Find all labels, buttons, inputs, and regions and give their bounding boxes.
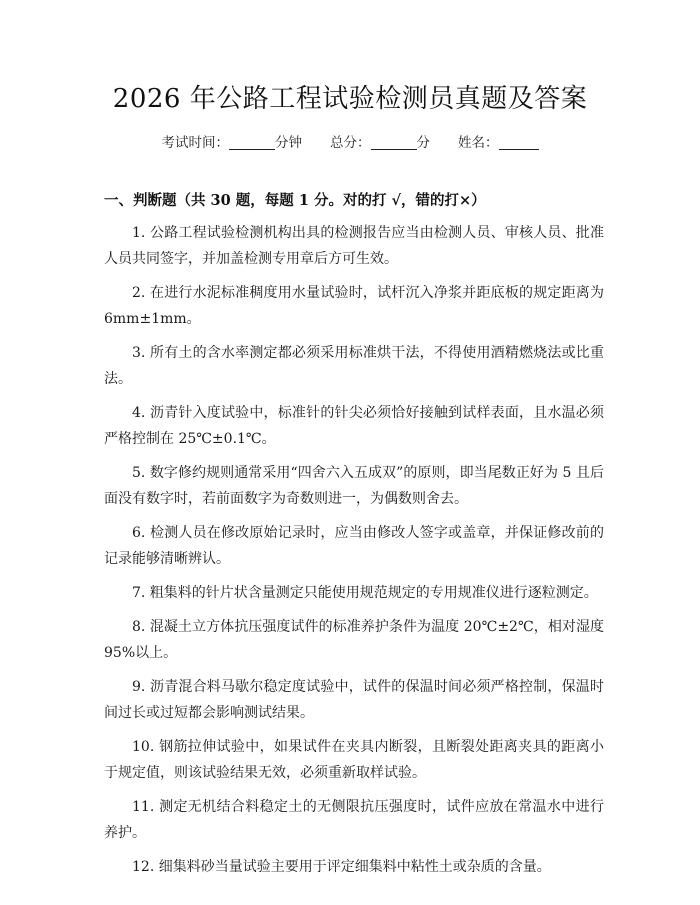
question-item: 7. 粗集料的针片状含量测定只能使用规范规定的专用规准仪进行逐粒测定。 bbox=[132, 585, 598, 601]
question-item: 12. 细集料砂当量试验主要用于评定细集料中粘性土或杂质的含量。 bbox=[132, 859, 551, 875]
question-item: 10. 钢筋拉伸试验中，如果试件在夹具内断裂，且断裂处距离夹具的距离小于规定值，则该试验结果无效，必须重新取样试验。 bbox=[104, 739, 604, 781]
name-blank bbox=[499, 135, 539, 150]
question-item: 8. 混凝土立方体抗压强度试件的标准养护条件为温度 20℃±2℃，相对湿度 95%以上。 bbox=[104, 619, 604, 661]
exam-time-label: 考试时间： bbox=[161, 135, 229, 151]
total-score-label: 总分： bbox=[330, 135, 371, 151]
question-list bbox=[104, 220, 604, 888]
question-item: 9. 沥青混合料马歇尔稳定度试验中，试件的保温时间必须严格控制，保温时间过长或过短都会影响测试结果。 bbox=[104, 679, 604, 721]
exam-time-unit: 分钟 bbox=[275, 135, 302, 151]
question-item: 1. 公路工程试验检测机构出具的检测报告应当由检测人员、审核人员、批准人员共同签字，并加盖检测专用章后方可生效。 bbox=[104, 225, 604, 267]
question-item: 4. 沥青针入度试验中，标准针的针尖必须恰好接触到试样表面，且水温必须严格控制在 25℃±0.1℃。 bbox=[104, 405, 604, 447]
question-item: 6. 检测人员在修改原始记录时，应当由修改人签字或盖章，并保证修改前的记录能够清晰辨认。 bbox=[104, 525, 604, 567]
total-score-unit: 分 bbox=[416, 135, 430, 151]
name-field bbox=[458, 131, 539, 151]
page-title: 2026 年公路工程试验检测员真题及答案 bbox=[112, 84, 588, 114]
exam-meta bbox=[0, 131, 700, 151]
total-score-field bbox=[330, 131, 430, 151]
exam-time-field bbox=[162, 131, 303, 151]
question-item: 11. 测定无机结合料稳定土的无侧限抗压强度时，试件应放在常温水中进行养护。 bbox=[104, 799, 604, 841]
question-item: 2. 在进行水泥标准稠度用水量试验时，试杆沉入净浆并距底板的规定距离为 6mm±1mm。 bbox=[104, 285, 604, 327]
exam-time-blank bbox=[229, 135, 275, 150]
question-item: 5. 数字修约规则通常采用“四舍六入五成双”的原则，即当尾数正好为 5 且后面没有数字时，若前面数字为奇数则进一，为偶数则舍去。 bbox=[104, 465, 604, 507]
name-label: 姓名： bbox=[458, 135, 499, 151]
section-heading: 一、判断题（共 30 题，每题 1 分。对的打 √，错的打×） bbox=[104, 192, 486, 209]
total-score-blank bbox=[371, 135, 417, 150]
question-item: 3. 所有土的含水率测定都必须采用标准烘干法，不得使用酒精燃烧法或比重法。 bbox=[104, 345, 604, 387]
